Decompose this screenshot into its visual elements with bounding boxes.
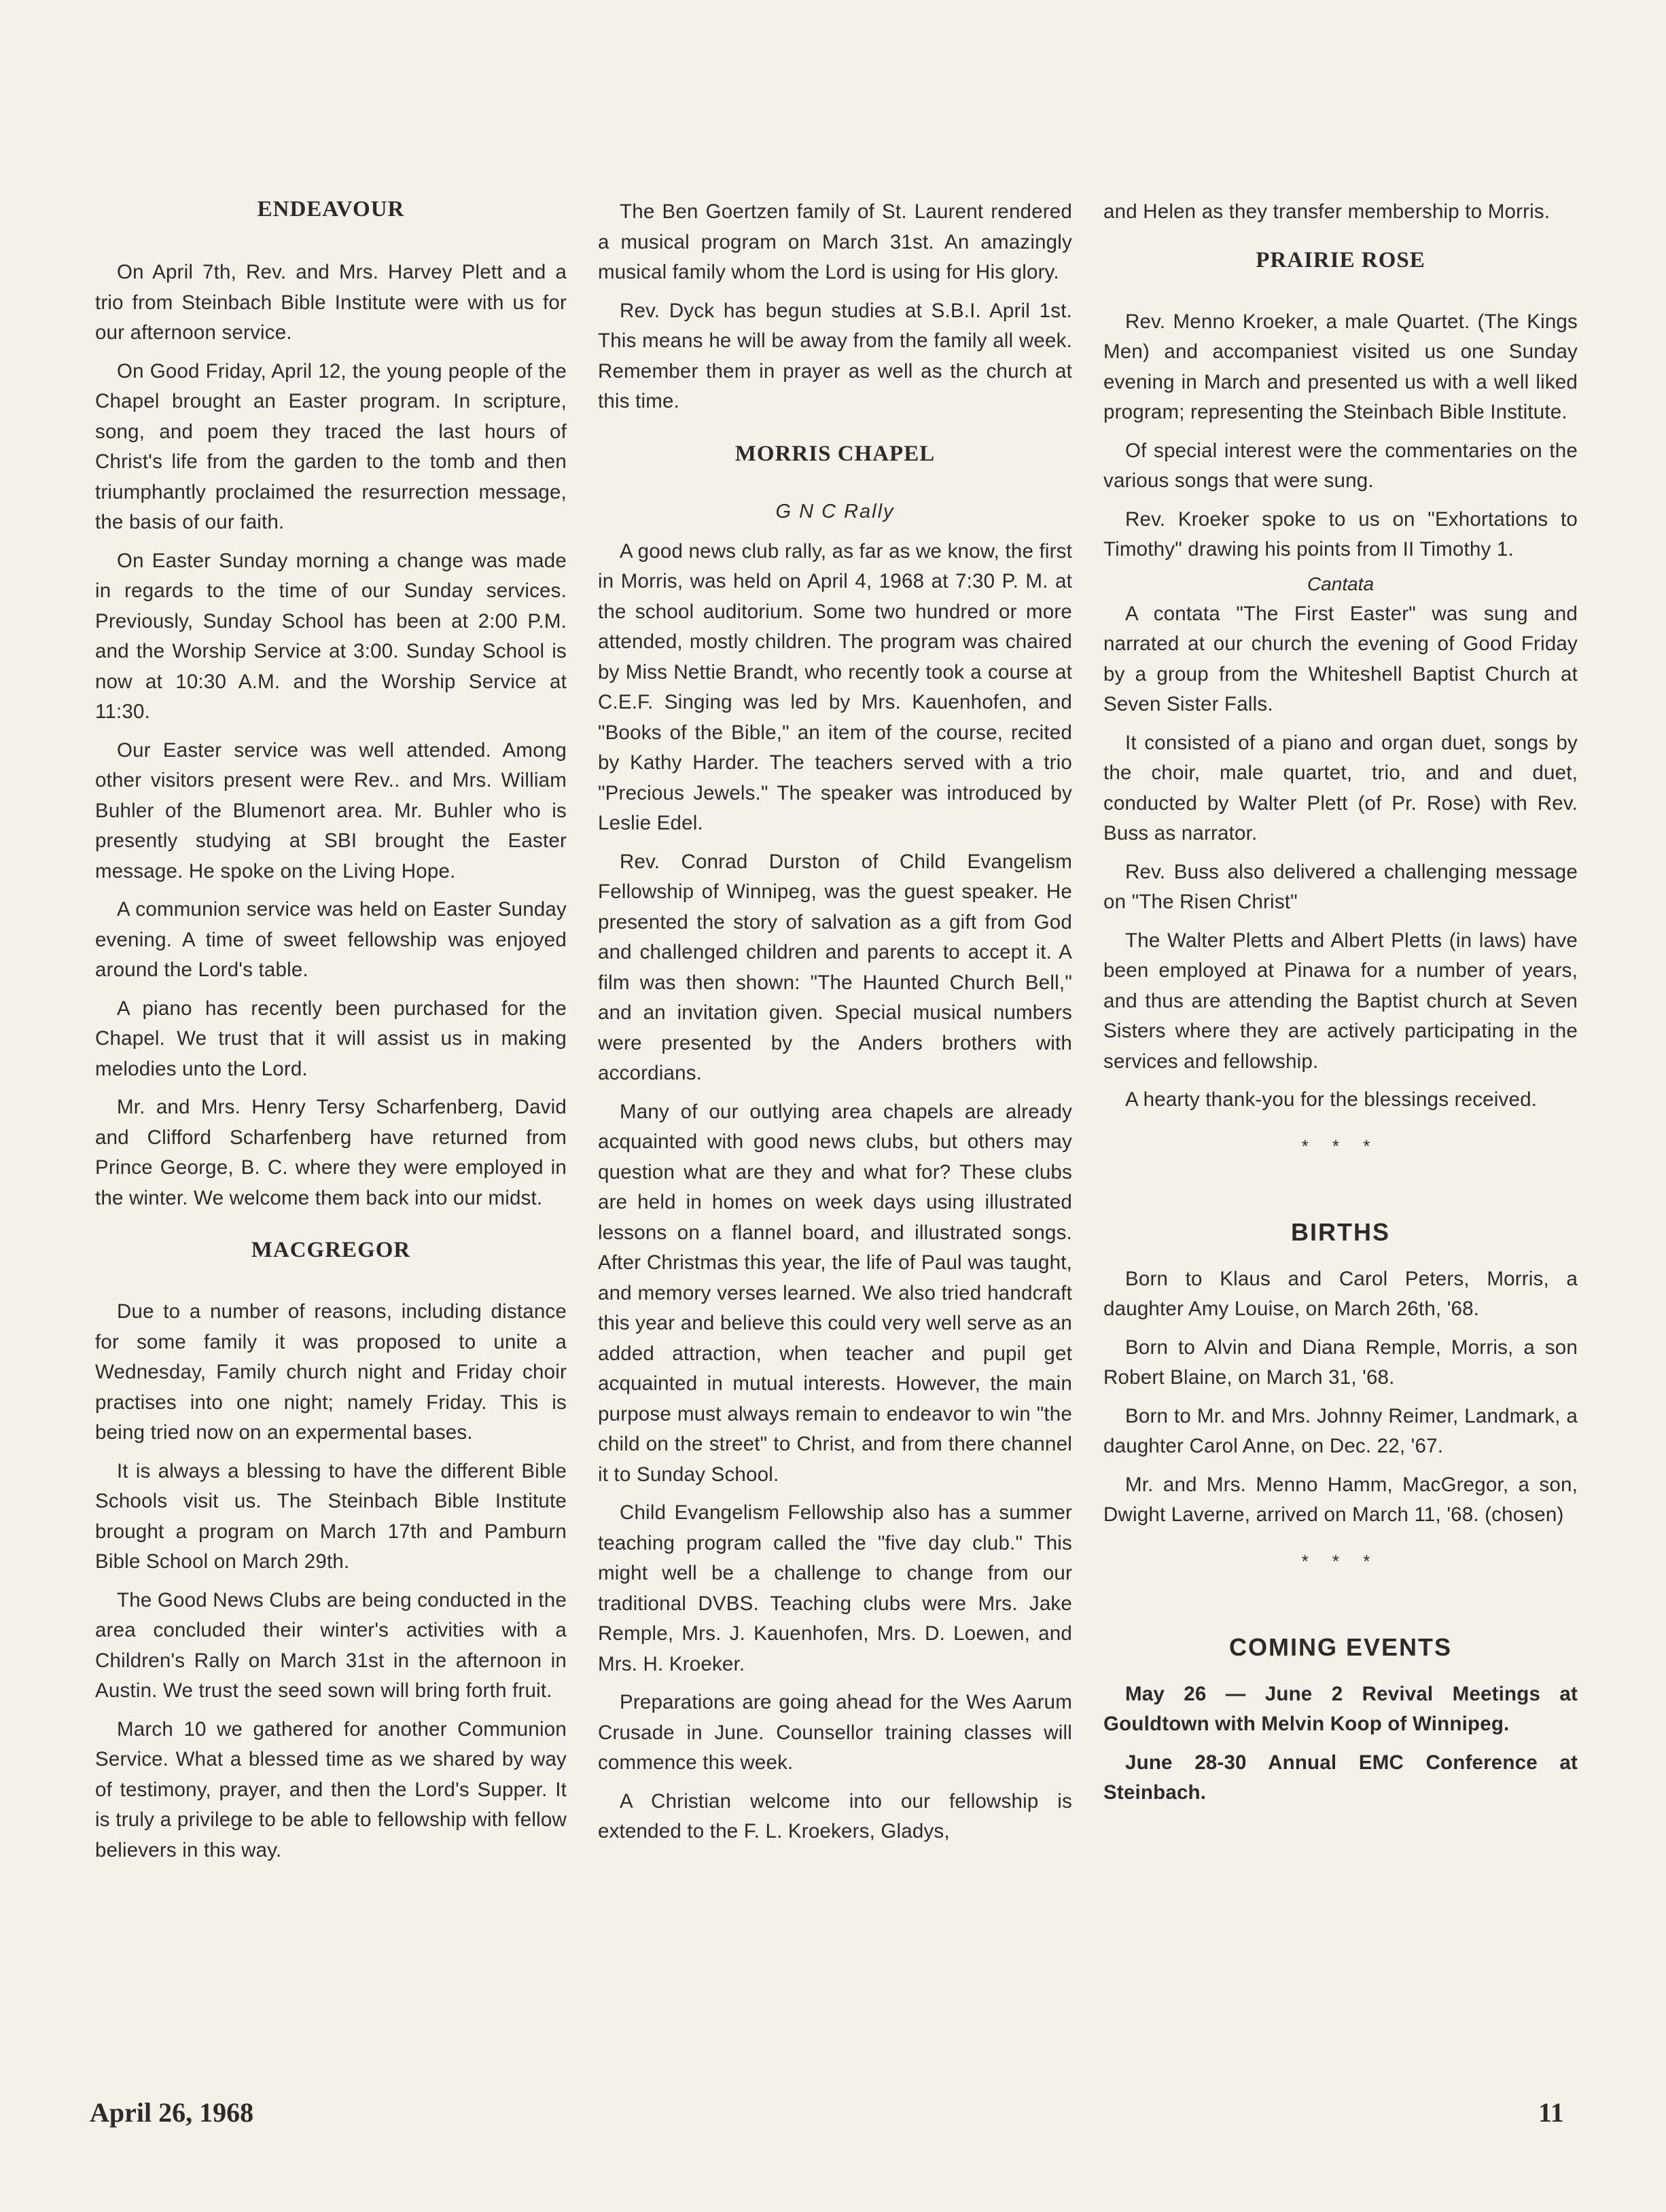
section-title-endeavour: ENDEAVOUR	[257, 197, 405, 221]
column-right	[1103, 197, 1578, 1817]
paragraph: Rev. Dyck has begun studies at S.B.I. April 1st. This means he will be away from the family all week. Remember them in prayer as well as the church at this time.	[598, 299, 1072, 412]
event-item: June 28-30 Annual EMC Conference at Steinbach.	[1103, 1751, 1578, 1804]
paragraph: A contata "The First Easter" was sung and narrated at our church the evening of Good Friday by a group from the Whiteshell Baptist Church at Seven Sister Falls.	[1103, 602, 1578, 715]
section-title-prairie-rose: PRAIRIE ROSE	[1256, 247, 1425, 272]
separator-stars: * * *	[1301, 1135, 1380, 1156]
paragraph: A good news club rally, as far as we know, the first in Morris, was held on April 4, 1968 at 7:30 P. M. at the school auditorium. Some two hundred or more attended, mostly children. The program was chaired by Miss Nettie Brandt, who recently took a course at C.E.F. Singing was led by Mrs. Kauenhofen, and "Books of the Bible," an item of the course, recited by Kathy Harder. The teachers served with a trio "Precious Jewels." The speaker was introduced by Leslie Edel.	[598, 539, 1072, 834]
paragraph: Born to Mr. and Mrs. Johnny Reimer, Landmark, a daughter Carol Anne, on Dec. 22, '67.	[1103, 1404, 1578, 1457]
paragraph: The Walter Pletts and Albert Pletts (in laws) have been employed at Pinawa for a number of years, and thus are attending the Baptist church at Seven Sisters where they are actively participating in the services and fellowship.	[1103, 929, 1578, 1073]
paragraph: A piano has recently been purchased for the Chapel. We trust that it will assist us in making melodies unto the Lord.	[95, 997, 567, 1080]
paragraph: Of special interest were the commentaries on the various songs that were sung.	[1103, 439, 1578, 492]
paragraph: The Good News Clubs are being conducted in the area concluded their winter's activities with a Children's Rally on March 31st in the afternoon in Austin. We trust the seed sown will bring forth fruit.	[95, 1588, 567, 1702]
paragraph: Due to a number of reasons, including distance for some family it was proposed to unite a Wednesday, Family church night and Friday choir practises into one night; namely Friday. This is being tried now on an expermental bases.	[95, 1300, 567, 1444]
section-title-morris-chapel: MORRIS CHAPEL	[734, 441, 936, 466]
section-title-births: BIRTHS	[1291, 1217, 1390, 1246]
paragraph: Our Easter service was well attended. Among other visitors present were Rev.. and Mrs. William Buhler of the Blumenort area. Mr. Buhler who is presently studying at SBI brought the Easter message. He spoke on the Living Hope.	[95, 738, 567, 882]
paragraph: March 10 we gathered for another Communion Service. What a blessed time as we shared by way of testimony, prayer, and then the Lord's Supper. It is truly a privilege to be able to fellowship with fellow believers in this way.	[95, 1717, 567, 1861]
paragraph: It consisted of a piano and organ duet, songs by the choir, male quartet, trio, and and duet, conducted by Walter Plett (of Pr. Rose) with Rev. Buss as narrator.	[1103, 731, 1578, 844]
paragraph: On Good Friday, April 12, the young people of the Chapel brought an Easter program. In scripture, song, and poem they traced the last hours of Christ's life from the garden to the tomb and then triumphantly proclaimed the resurrection message, the basis of our faith.	[95, 359, 567, 533]
event-item: May 26 — June 2 Revival Meetings at Gouldtown with Melvin Koop of Winnipeg.	[1103, 1682, 1578, 1735]
page-number: 11	[1538, 2097, 1564, 2128]
paragraph: Rev. Conrad Durston of Child Evangelism Fellowship of Winnipeg, was the guest speaker. He presented the story of salvation as a gift from God and challenged children and parents to accept it. A film was then shown: "The Haunted Church Bell," and an invitation given. Special musical numbers were presented by the Anders brothers with accordians.	[598, 850, 1072, 1084]
footer-date: April 26, 1968	[90, 2097, 254, 2128]
paragraph: Child Evangelism Fellowship also has a summer teaching program called the "five day club." This might well be a challenge to change from our traditional DVBS. Teaching clubs were Mrs. Jake Remple, Mrs. J. Kauenhofen, Mrs. D. Loewen, and Mrs. H. Kroeker.	[598, 1501, 1072, 1675]
section-title-macgregor: MACGREGOR	[251, 1238, 411, 1262]
paragraph: Rev. Kroeker spoke to us on "Exhortations to Timothy" drawing his points from II Timothy 1.	[1103, 507, 1578, 560]
paragraph: It is always a blessing to have the different Bible Schools visit us. The Steinbach Bible Institute brought a program on March 17th and Pamburn Bible School on March 29th.	[95, 1459, 567, 1573]
column-left	[95, 197, 567, 1874]
paragraph: Born to Alvin and Diana Remple, Morris, a son Robert Blaine, on March 31, '68.	[1103, 1336, 1578, 1389]
paragraph: and Helen as they transfer membership to Morris.	[1103, 200, 1550, 223]
paragraph: On April 7th, Rev. and Mrs. Harvey Plett and a trio from Steinbach Bible Institute were with us for our afternoon service.	[95, 261, 567, 344]
paragraph: Mr. and Mrs. Henry Tersy Scharfenberg, David and Clifford Scharfenberg have returned from Prince George, B. C. where they were employed in the winter. We welcome them back into our midst.	[95, 1096, 567, 1209]
section-subtitle-cantata: Cantata	[1307, 573, 1375, 594]
paragraph: Mr. and Mrs. Menno Hamm, MacGregor, a son, Dwight Laverne, arrived on March 11, '68. (chosen)	[1103, 1473, 1578, 1526]
paragraph: A communion service was held on Easter Sunday evening. A time of sweet fellowship was enjoyed around the Lord's table.	[95, 898, 567, 981]
column-middle	[598, 197, 1072, 1855]
section-subtitle-gnc-rally: G N C Rally	[775, 500, 895, 522]
paragraph: Born to Klaus and Carol Peters, Morris, a daughter Amy Louise, on March 26th, '68.	[1103, 1267, 1578, 1320]
paragraph: A Christian welcome into our fellowship is extended to the F. L. Kroekers, Gladys,	[598, 1789, 1072, 1842]
paragraph: Preparations are going ahead for the Wes Aarum Crusade in June. Counsellor training classes will commence this week.	[598, 1691, 1072, 1774]
paragraph: The Ben Goertzen family of St. Laurent rendered a musical program on March 31st. An amazingly musical family whom the Lord is using for His glory.	[598, 200, 1072, 283]
section-title-coming-events: COMING EVENTS	[1228, 1633, 1453, 1661]
paragraph: Rev. Buss also delivered a challenging message on "The Risen Christ"	[1103, 860, 1578, 913]
paragraph: A hearty thank-you for the blessings received.	[1125, 1088, 1538, 1111]
paragraph: On Easter Sunday morning a change was made in regards to the time of our Sunday services. Previously, Sunday School has been at 2:00 P.M. and the Worship Service at 3:00. Sunday School is now at 10:30 A.M. and the Worship Service at 11:30.	[95, 549, 567, 723]
paragraph: Rev. Menno Kroeker, a male Quartet. (The Kings Men) and accompaniest visited us one Sunday evening in March and presented us with a well liked program; representing the Steinbach Bible Institute.	[1103, 310, 1578, 423]
paragraph: Many of our outlying area chapels are already acquainted with good news clubs, but others may question what are they and what for? These clubs are held in homes on week days using illustrated lessons on a flannel board, and illustrated songs. After Christmas this year, the life of Paul was taught, and memory verses learned. We also tried handcraft this year and believe this could very well serve as an added attraction, when teacher and pupil get acquainted in mutual interests. However, the main purpose must always remain to endeavor to win "the child on the street" to Christ, and from there channel it to Sunday School.	[598, 1100, 1072, 1486]
separator-stars: * * *	[1301, 1550, 1380, 1571]
